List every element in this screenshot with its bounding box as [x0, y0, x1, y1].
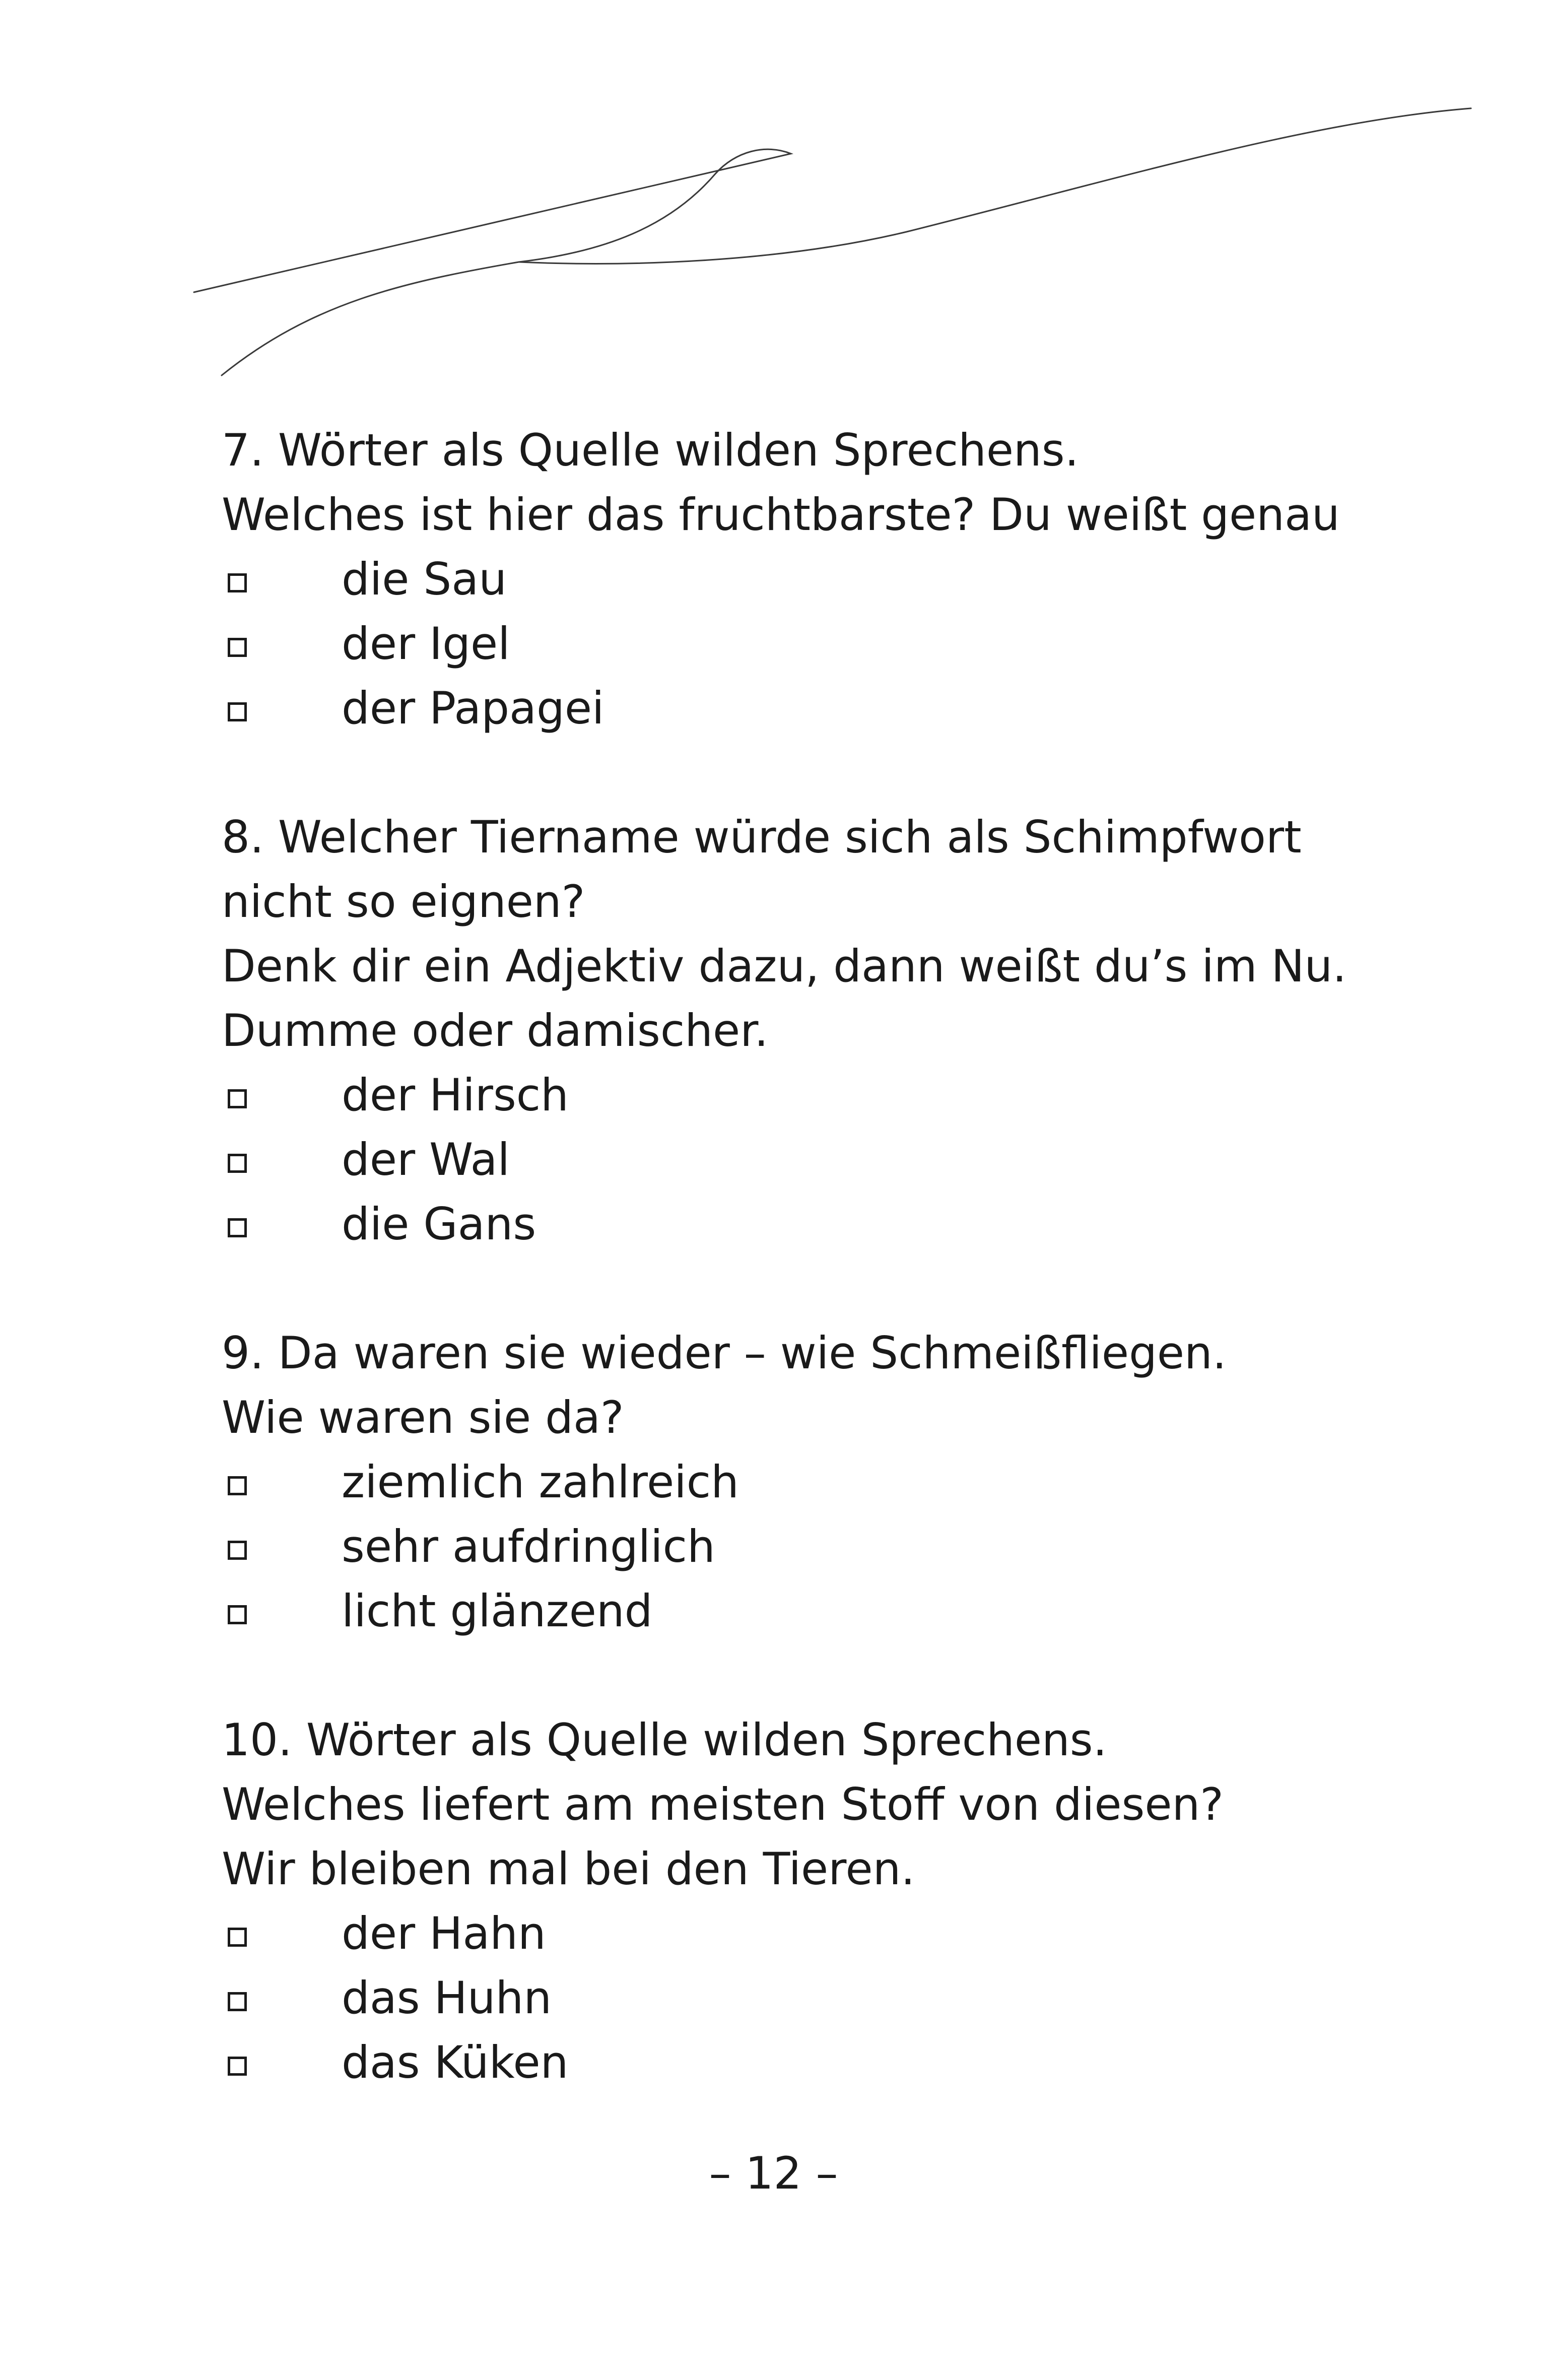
checkbox-icon[interactable]: [228, 1089, 247, 1108]
option-label: licht glänzend: [342, 1585, 653, 1637]
question-7-line-2: Welches ist hier das fruchtbarste? Du weißt genau: [222, 489, 1340, 541]
checkbox-icon[interactable]: [228, 638, 247, 657]
option-label: der Wal: [342, 1134, 510, 1185]
question-10-line-1: 10. Wörter als Quelle wilden Sprechens.: [222, 1714, 1107, 1766]
question-8: [222, 805, 1380, 1257]
question-7-line-1: 7. Wörter als Quelle wilden Sprechens.: [222, 424, 1079, 476]
question-10-line-3: Wir bleiben mal bei den Tieren.: [222, 1843, 915, 1895]
question-7-option-1[interactable]: [222, 547, 1380, 612]
option-label: der Hirsch: [342, 1069, 569, 1121]
option-label: die Sau: [342, 553, 507, 605]
decorative-swoosh: [0, 0, 1547, 393]
question-9-option-1[interactable]: [222, 1450, 1380, 1514]
option-label: sehr aufdringlich: [342, 1520, 715, 1572]
question-10-option-3[interactable]: [222, 2030, 1380, 2095]
quiz-content: [222, 418, 1380, 2159]
swoosh-line-upper: [194, 149, 791, 375]
question-8-option-2[interactable]: [222, 1128, 1380, 1192]
option-label: ziemlich zahlreich: [342, 1456, 739, 1508]
question-8-option-1[interactable]: [222, 1063, 1380, 1128]
question-8-line-3: Denk dir ein Adjektiv dazu, dann weißt du’s im Nu.: [222, 940, 1347, 992]
option-label: der Papagei: [342, 682, 604, 734]
option-label: der Hahn: [342, 1907, 546, 1959]
question-8-line-1: 8. Welcher Tiername würde sich als Schimpfwort: [222, 811, 1302, 863]
option-label: der Igel: [342, 618, 510, 670]
checkbox-icon[interactable]: [228, 1992, 247, 2011]
checkbox-icon[interactable]: [228, 702, 247, 721]
checkbox-icon[interactable]: [228, 1928, 247, 1947]
question-8-line-2: nicht so eignen?: [222, 876, 585, 928]
checkbox-icon[interactable]: [228, 1541, 247, 1560]
question-8-line-4: Dumme oder damischer.: [222, 1005, 769, 1056]
question-10-option-1[interactable]: [222, 1901, 1380, 1966]
question-9-line-1: 9. Da waren sie wieder – wie Schmeißfliegen.: [222, 1327, 1227, 1379]
question-10-option-2[interactable]: [222, 1966, 1380, 2030]
option-label: die Gans: [342, 1198, 536, 1250]
question-7-option-3[interactable]: [222, 676, 1380, 741]
question-8-option-3[interactable]: [222, 1192, 1380, 1257]
question-7: [222, 418, 1380, 741]
question-7-option-2[interactable]: [222, 612, 1380, 676]
option-label: das Küken: [342, 2036, 569, 2088]
swoosh-line-lower: [519, 108, 1471, 263]
checkbox-icon[interactable]: [228, 1218, 247, 1237]
question-9: [222, 1321, 1380, 1643]
question-9-option-3[interactable]: [222, 1579, 1380, 1643]
question-9-option-2[interactable]: [222, 1514, 1380, 1579]
page-number: – 12 –: [709, 2147, 838, 2199]
checkbox-icon[interactable]: [228, 1605, 247, 1624]
checkbox-icon[interactable]: [228, 1154, 247, 1173]
checkbox-icon[interactable]: [228, 573, 247, 592]
checkbox-icon[interactable]: [228, 2057, 247, 2076]
question-9-line-2: Wie waren sie da?: [222, 1392, 624, 1443]
checkbox-icon[interactable]: [228, 1476, 247, 1495]
question-10: [222, 1708, 1380, 2095]
question-10-line-2: Welches liefert am meisten Stoff von diesen?: [222, 1778, 1224, 1830]
option-label: das Huhn: [342, 1972, 552, 2024]
